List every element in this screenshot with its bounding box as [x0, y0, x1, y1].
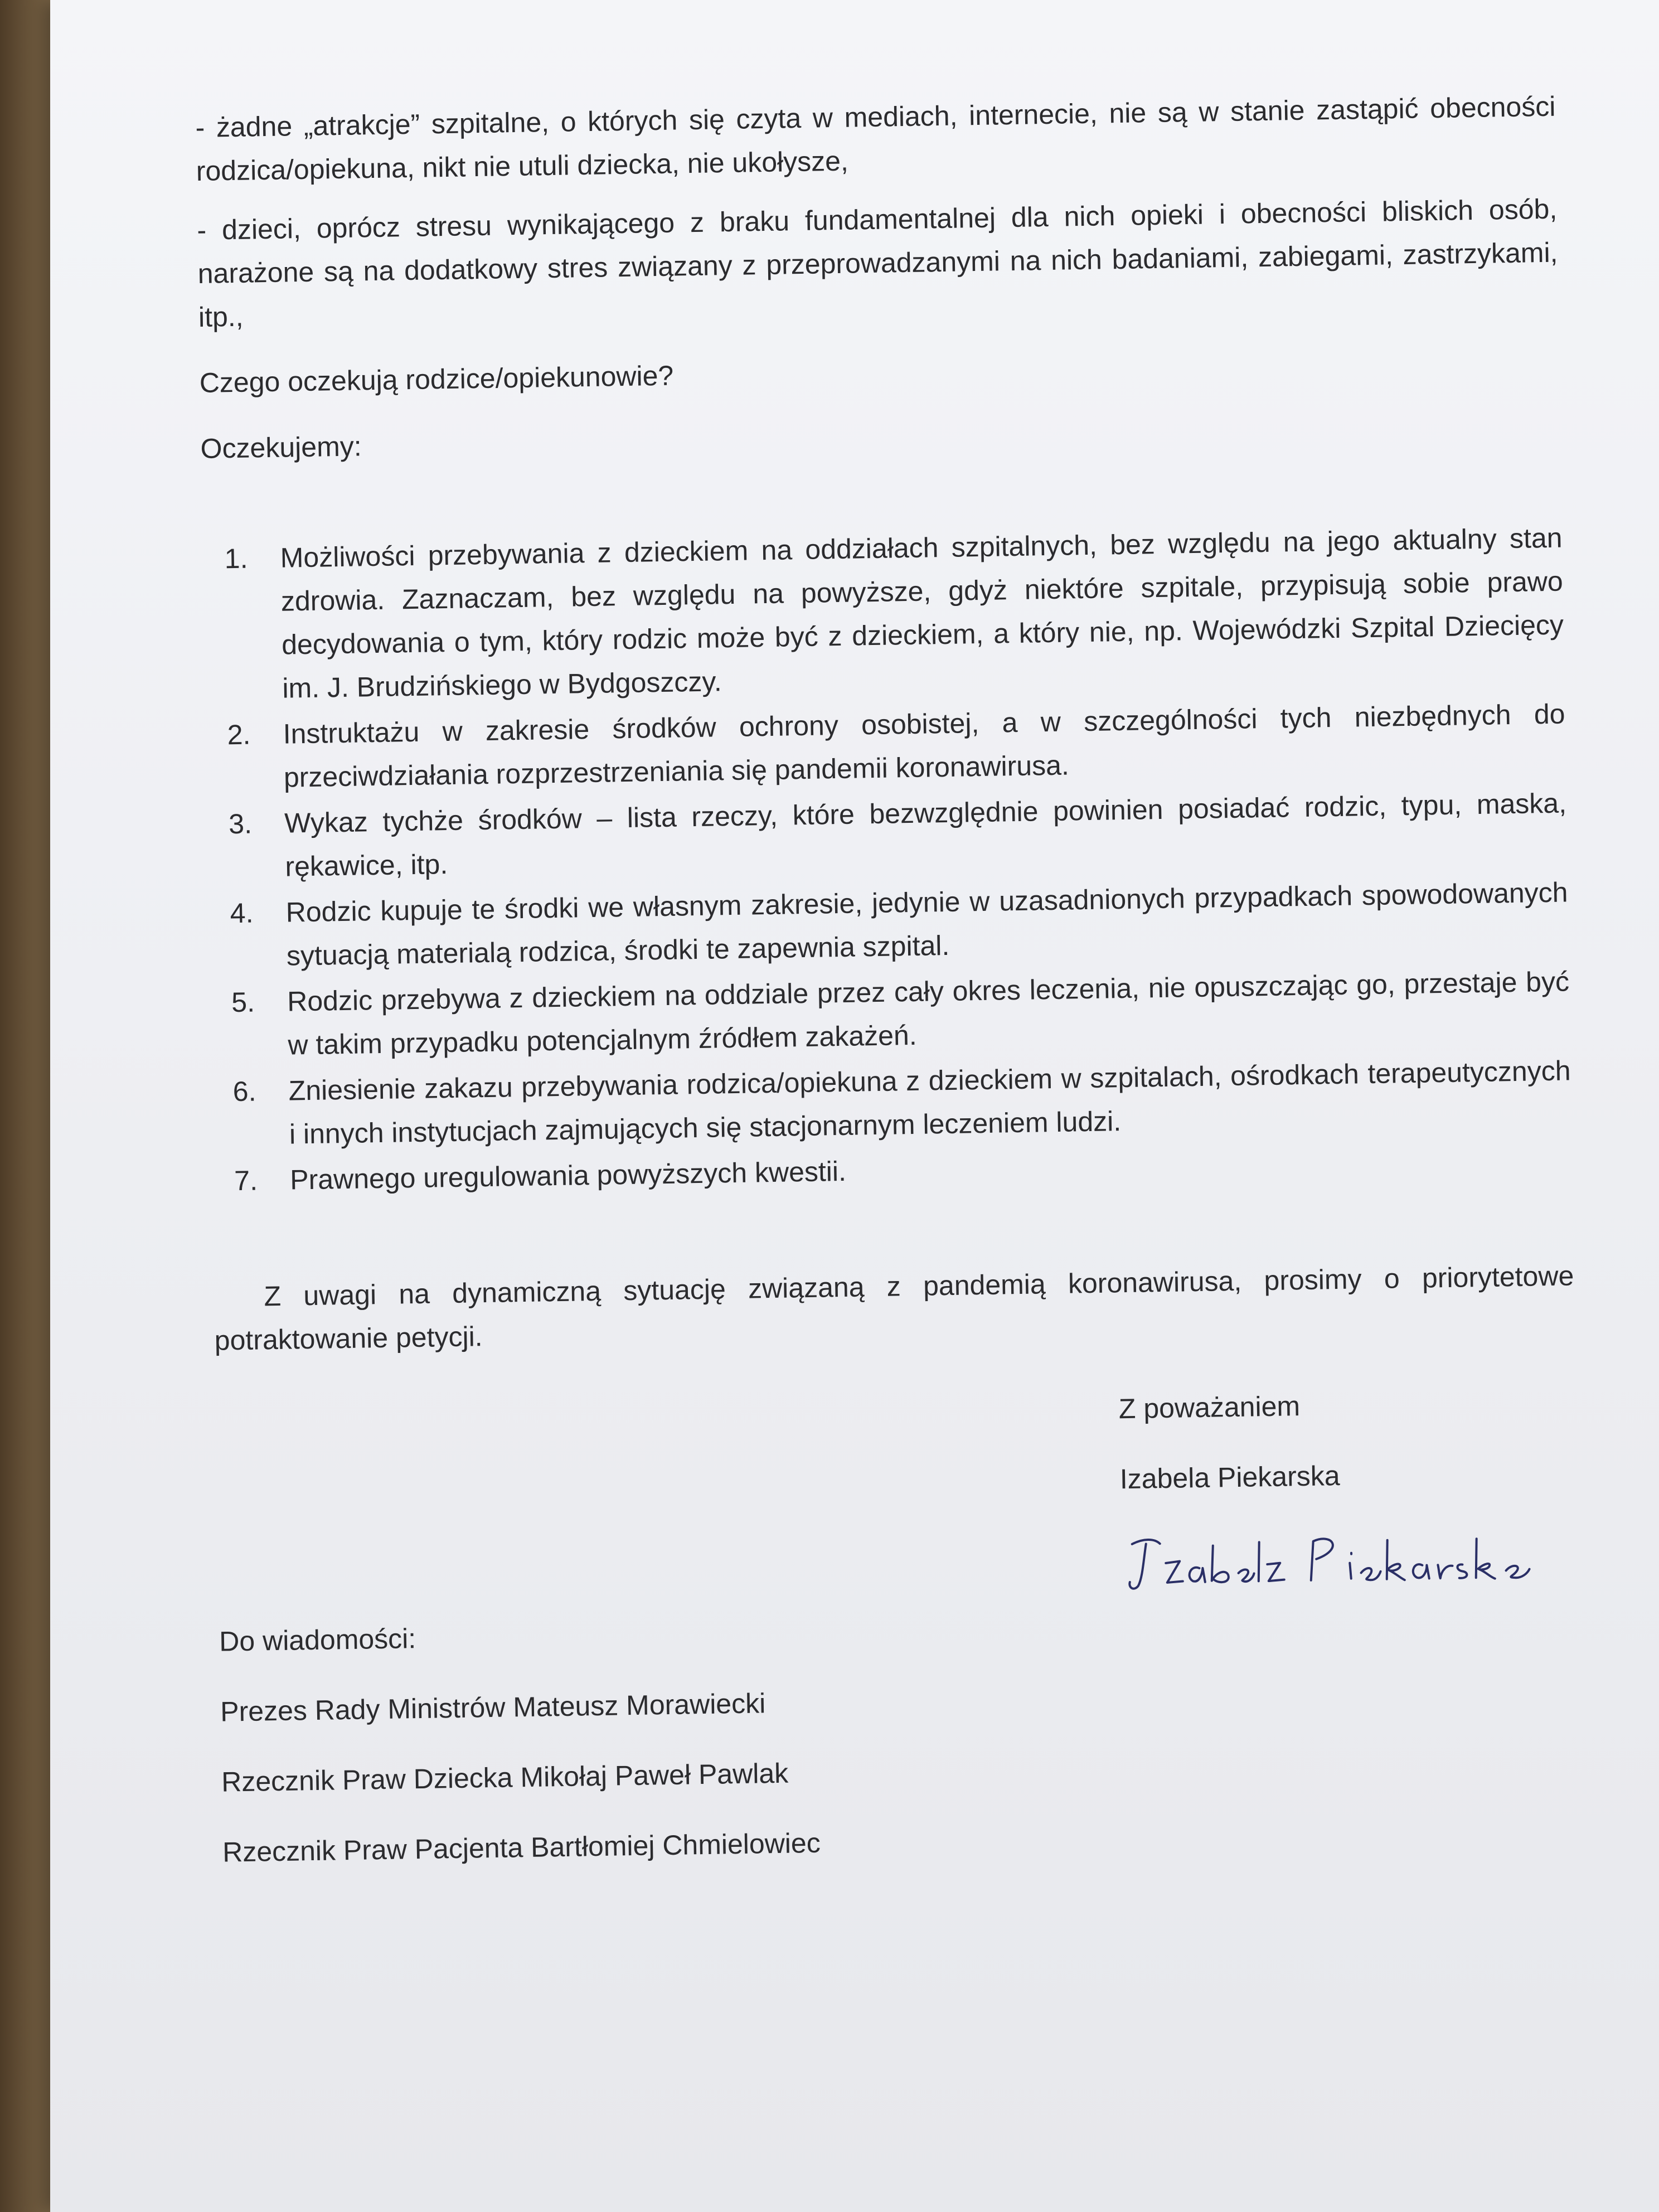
list-item-text: Możliwości przebywania z dzieckiem na oddziałach szpitalnych, bez względu na jego aktualny stan zdrowia. Zaznaczam, bez względu na powyższe, gdyż niektóre szpitale, przypisują sobie prawo decydowania o tym, który rodzic może być z dzieckiem, a który nie, np. Wojewódzki Szpital Dziecięcy im. J. Brudzińskiego w Bydgoszczy.: [280, 522, 1564, 704]
list-item-number: 5.: [231, 986, 255, 1018]
list-item-number: 7.: [234, 1165, 258, 1197]
list-item-text: Prawnego uregulowania powyższych kwestii.: [289, 1155, 847, 1196]
list-item-number: 3.: [228, 808, 253, 840]
list-item-text: Instruktażu w zakresie środków ochrony osobistej, a w szczególności tych niezbędnych do przeciwdziałania rozprzestrzeniania się pandemii koronawirusa.: [283, 698, 1565, 793]
document-page: [50, 0, 1659, 2212]
list-item: [202, 516, 1565, 711]
list-item-number: 4.: [230, 897, 254, 929]
cc-block: [219, 1598, 1583, 1874]
cc-recipient: Prezes Rady Ministrów Mateusz Morawiecki: [220, 1687, 766, 1728]
list-item-text: Zniesienie zakazu przebywania rodzica/opiekuna z dzieckiem w szpitalach, ośrodkach terapeutycznych i innych instytucjach zajmujących się stacjonarnym leczeniem ludzi.: [288, 1055, 1571, 1150]
list-item-number: 2.: [227, 719, 251, 751]
expect-heading: Oczekujemy:: [200, 430, 362, 464]
author-name: Izabela Piekarska: [1119, 1460, 1340, 1495]
requests-list: [202, 516, 1572, 1203]
cc-recipient: Rzecznik Praw Dziecka Mikołaj Paweł Pawlak: [221, 1757, 789, 1798]
regards-line: Z poważaniem: [1118, 1390, 1301, 1425]
list-item-text: Rodzic przebywa z dzieckiem na oddziale przez cały okres leczenia, nie opuszczając go, przestaje być w takim przypadku potencjalnym źródłem zakażeń.: [287, 966, 1570, 1061]
letter-body: [195, 85, 1583, 1901]
bullet-paragraph-1: - żadne „atrakcje” szpitalne, o których się czyta w mediach, internecie, nie są w stanie zastąpić obecności rodzica/opiekuna, nikt nie utuli dziecka, nie ukołysze,: [195, 90, 1556, 187]
list-item-number: 1.: [224, 542, 248, 575]
list-item-text: Rodzic kupuje te środki we własnym zakresie, jedynie w uzasadnionych przypadkach spowodowanych sytuacją materialą rodzica, środki te zapewnia szpital.: [285, 876, 1568, 972]
cc-recipient: Rzecznik Praw Pacjenta Bartłomiej Chmielowiec: [222, 1827, 821, 1868]
bullet-paragraph-2: - dzieci, oprócz stresu wynikającego z braku fundamentalnej dla nich opieki i obecności bliskich osób, narażone są na dodatkowy stres związany z przeprowadzanymi na nich badaniami, zabiegami, zastrzykami, itp.,: [197, 193, 1558, 333]
question-heading: Czego oczekują rodzice/opiekunowie?: [199, 360, 674, 399]
list-item-text: Wykaz tychże środków – lista rzeczy, które bezwzględnie powinien posiadać rodzic, typu, maska, rękawice, itp.: [284, 787, 1567, 882]
cc-heading: Do wiadomości:: [219, 1623, 416, 1657]
closing-paragraph: Z uwagi na dynamiczną sytuację związaną z pandemią koronawirusa, prosimy o priorytetowe potraktowanie petycji.: [214, 1260, 1574, 1356]
list-item-number: 6.: [232, 1075, 256, 1108]
signoff-block: [1118, 1380, 1579, 1600]
handwritten-signature: [1120, 1515, 1545, 1600]
